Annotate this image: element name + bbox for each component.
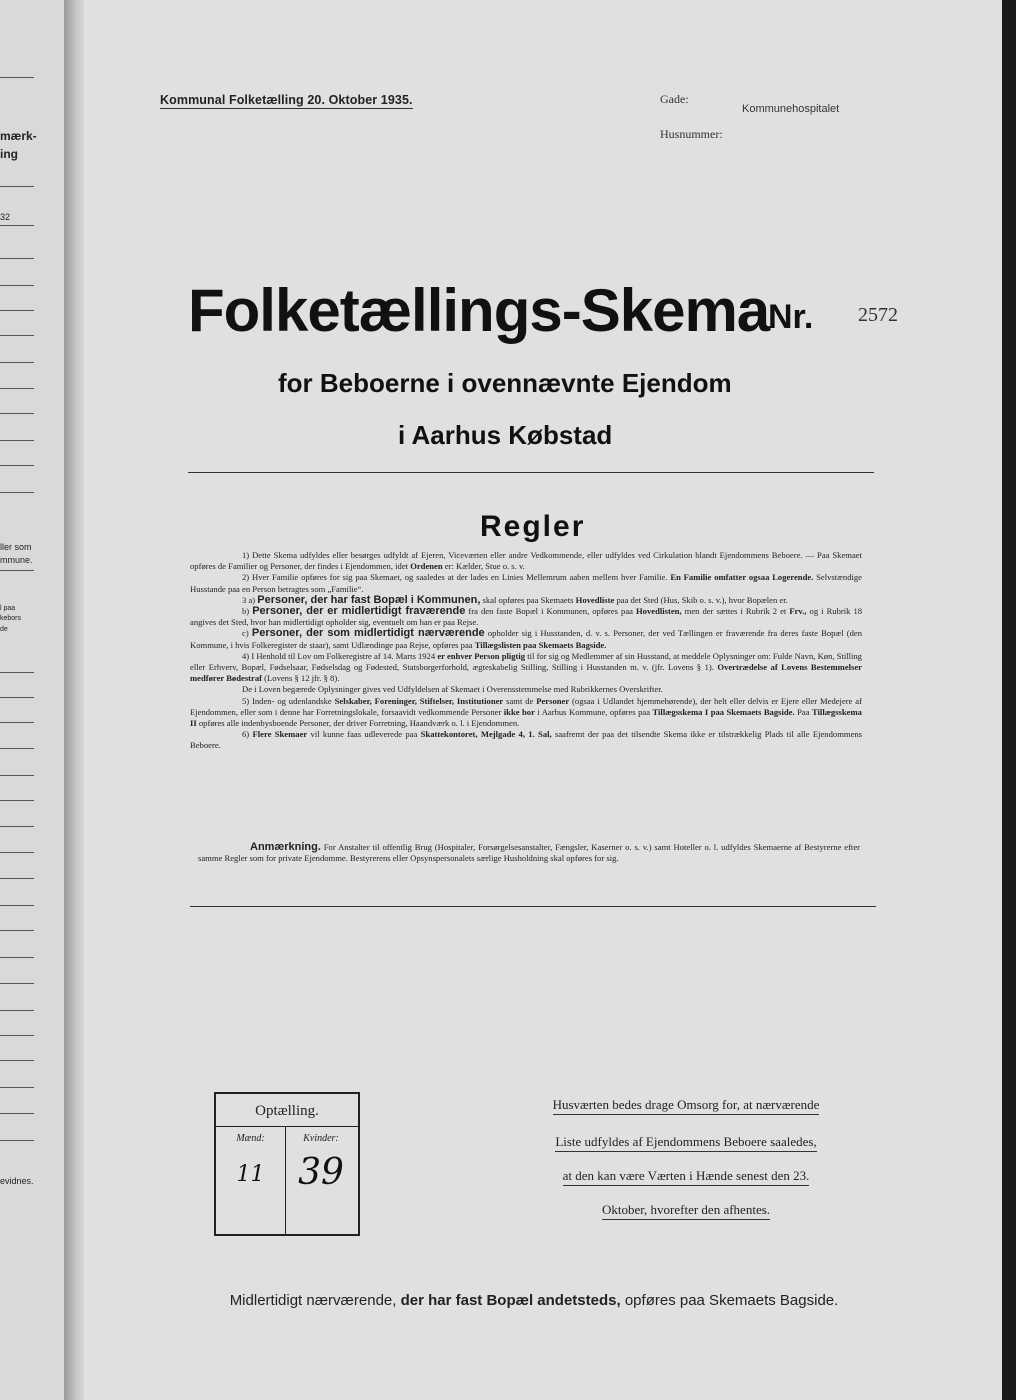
women-column	[286, 1127, 356, 1234]
divider	[188, 472, 874, 473]
divider	[0, 335, 34, 336]
street-value: Kommunehospitalet	[742, 103, 840, 115]
rule-2: 2) Hver Familie opføres for sig paa Skemaet, og saaledes at der lades en Linies Mellemrum aaben mellem hver Familie. En Familie omfatter ogsaa Logerende. Selvstændige Husstande paa en Person betragtes som „Familie“.	[190, 572, 862, 594]
divider	[0, 225, 34, 226]
annotation-note	[198, 842, 860, 864]
divider	[0, 1140, 34, 1141]
divider	[0, 1113, 34, 1114]
divider	[0, 465, 34, 466]
book-gutter	[64, 0, 86, 1400]
note-text: For Anstalter til offentlig Brug (Hospitaler, Forsørgelsesanstalter, Fængsler, Kaserner o. s. v.) samt Hoteller o. l. udfyldes Skemaerne af Bestyrerne efter samme Regler som for private Ejendomme. Bestyrerens eller Opsynspersonalets særlige Husholdning skal opføres for sig.	[198, 842, 860, 864]
divider	[0, 440, 34, 441]
footer-note: Midlertidigt nærværende, der har fast Bopæl andetsteds, opføres paa Skemaets Bagside.	[229, 1292, 839, 1309]
rule-1: 1) Dette Skema udfyldes eller besørges udfyldt af Ejeren, Viceværten eller andre Vedkommende, eller udfyldes ved Cirkulation blandt Ejendommens Beboere. — Paa Skemaet opføres de Familier og Personer, der findes i Ejendommen, idet Ordenen er: Kælder, Stue o. s. v.	[190, 550, 862, 572]
margin-fragment: de	[0, 626, 8, 633]
divider	[0, 570, 34, 571]
instruction-line: Oktober, hvorefter den afhentes.	[516, 1202, 856, 1218]
rule-4-continued: De i Loven begærede Oplysninger gives ved Udfyldelsen af Skemaet i Overensstemmelse med Rubrikkernes Overskrifter.	[242, 684, 663, 695]
form-title: Folketællings-Skema	[188, 277, 770, 344]
divider	[0, 957, 34, 958]
divider	[0, 1060, 34, 1061]
margin-fragment: mærk-	[0, 129, 37, 143]
divider	[0, 672, 34, 673]
census-header-title: Kommunal Folketælling 20. Oktober 1935.	[160, 93, 413, 107]
divider	[0, 362, 34, 363]
rules-heading: Regler	[480, 510, 586, 543]
divider	[0, 1087, 34, 1088]
tally-title: Optælling.	[216, 1094, 358, 1127]
rule-6: 6) Flere Skemaer vil kunne faas udleverede paa Skattekontoret, Mejlgade 4, 1. Sal, saafremt der paa det tilsendte Skema ikke er tilstrækkelig Plads til alle Ejendommens Beboere.	[190, 729, 863, 751]
men-count: 11	[236, 1162, 265, 1187]
divider	[0, 930, 34, 931]
previous-page-edge	[0, 0, 64, 1400]
margin-fragment: evidnes.	[0, 1176, 34, 1186]
men-column	[216, 1127, 286, 1234]
form-number-value: 2572	[858, 304, 898, 326]
instruction-line: Liste udfyldes af Ejendommens Beboere saaledes,	[516, 1134, 856, 1150]
divider	[0, 983, 34, 984]
form-number-label: Nr.	[768, 298, 814, 336]
rule-3b: b) Personer, der er midlertidigt fraværende fra den faste Bopæl i Kommunen, opføres paa Hovedlisten, men der sættes i Rubrik 2 et Frv., og i Rubrik 18 angives det Sted, hvor han midlertidigt opholder sig, eventuelt om han er paa Rejse.	[190, 605, 863, 628]
instruction-line: at den kan være Værten i Hænde senest den 23.	[516, 1168, 856, 1184]
tally-box	[214, 1092, 360, 1236]
margin-fragment: l paa	[0, 605, 16, 612]
divider	[0, 285, 34, 286]
margin-fragment: mmune.	[0, 555, 33, 565]
divider	[0, 186, 34, 187]
divider	[0, 77, 34, 78]
instruction-line: Husværten bedes drage Omsorg for, at nærværende	[516, 1097, 856, 1113]
street-label: Gade:	[660, 92, 689, 106]
house-number-label: Husnummer:	[660, 127, 723, 141]
margin-fragment: 32	[0, 212, 11, 222]
divider	[0, 1010, 34, 1011]
divider	[0, 748, 34, 749]
divider	[0, 697, 34, 698]
form-location: i Aarhus Købstad	[398, 420, 613, 450]
divider	[0, 1035, 34, 1036]
margin-fragment: ing	[0, 147, 18, 161]
rules-text	[190, 550, 862, 752]
divider	[0, 492, 34, 493]
margin-fragment: ller som	[0, 542, 32, 552]
margin-fragment: kebors	[0, 615, 22, 622]
divider	[0, 388, 34, 389]
divider	[0, 905, 34, 906]
form-subtitle: for Beboerne i ovennævnte Ejendom	[278, 368, 732, 398]
rule-3a: 3 a) Personer, der har fast Bopæl i Kommunen, skal opføres paa Skemaets Hovedliste paa det Sted (Hus, Skib o. s. v.), hvor Bopælen er.	[242, 593, 788, 606]
rule-4: 4) I Henhold til Lov om Folkeregistre af 14. Marts 1924 er enhver Person pligtig til for sig og Medlemmer af sin Husstand, at meddele Oplysninger om: Fulde Navn, Køn, Stilling eller Erhverv, Bopæl, Fødselsaar, Fødselsdag og Fødested, Statsborgerforhold, ægteskabelig Stilling, Stilling i Husstanden m. v. (jfr. Lovens § 1). Overtrædelse af Lovens Bestemmelser medfører Bødestraf (Lovens § 12 jfr. § 8).	[190, 650, 862, 684]
women-label: Kvinder:	[303, 1133, 339, 1144]
divider	[0, 413, 34, 414]
rule-5: 5) Inden- og udenlandske Selskaber, Foreninger, Stiftelser, Institutioner samt de Personer (ogsaa i Udlandet hjemmehørende), der helt eller delvis er Ejere eller Medejere af Ejendommen, eller som i denne har Forretningslokale, forsaavidt vedkommende Personer ikke bor i Aarhus Kommune, opføres paa Tillægsskema I paa Skemaets Bagside. Paa Tillægsskema II opføres alle indenbysboende Personer, der driver Forretning, Haandværk o. l. i Ejendommen.	[190, 695, 862, 729]
women-count: 39	[298, 1152, 344, 1193]
divider	[0, 826, 34, 827]
rule-3c: c) Personer, der som midlertidigt nærværende opholder sig i Husstanden, d. v. s. Personer, der ved Tællingen er fraværende fra deres faste Bopæl (den Kommune, i hvis Folkeregister de staar), samt Udlændinge paa Rejse, opføres paa Tillægslisten paa Skemaets Bagside.	[190, 627, 862, 650]
divider	[0, 258, 34, 259]
divider	[190, 906, 876, 907]
divider	[0, 775, 34, 776]
divider	[0, 878, 34, 879]
divider	[0, 722, 34, 723]
note-heading: Anmærkning.	[250, 841, 321, 853]
divider	[0, 800, 34, 801]
men-label: Mænd:	[236, 1133, 265, 1144]
scan-background-edge	[1002, 0, 1016, 1400]
divider	[0, 310, 34, 311]
divider	[0, 852, 34, 853]
